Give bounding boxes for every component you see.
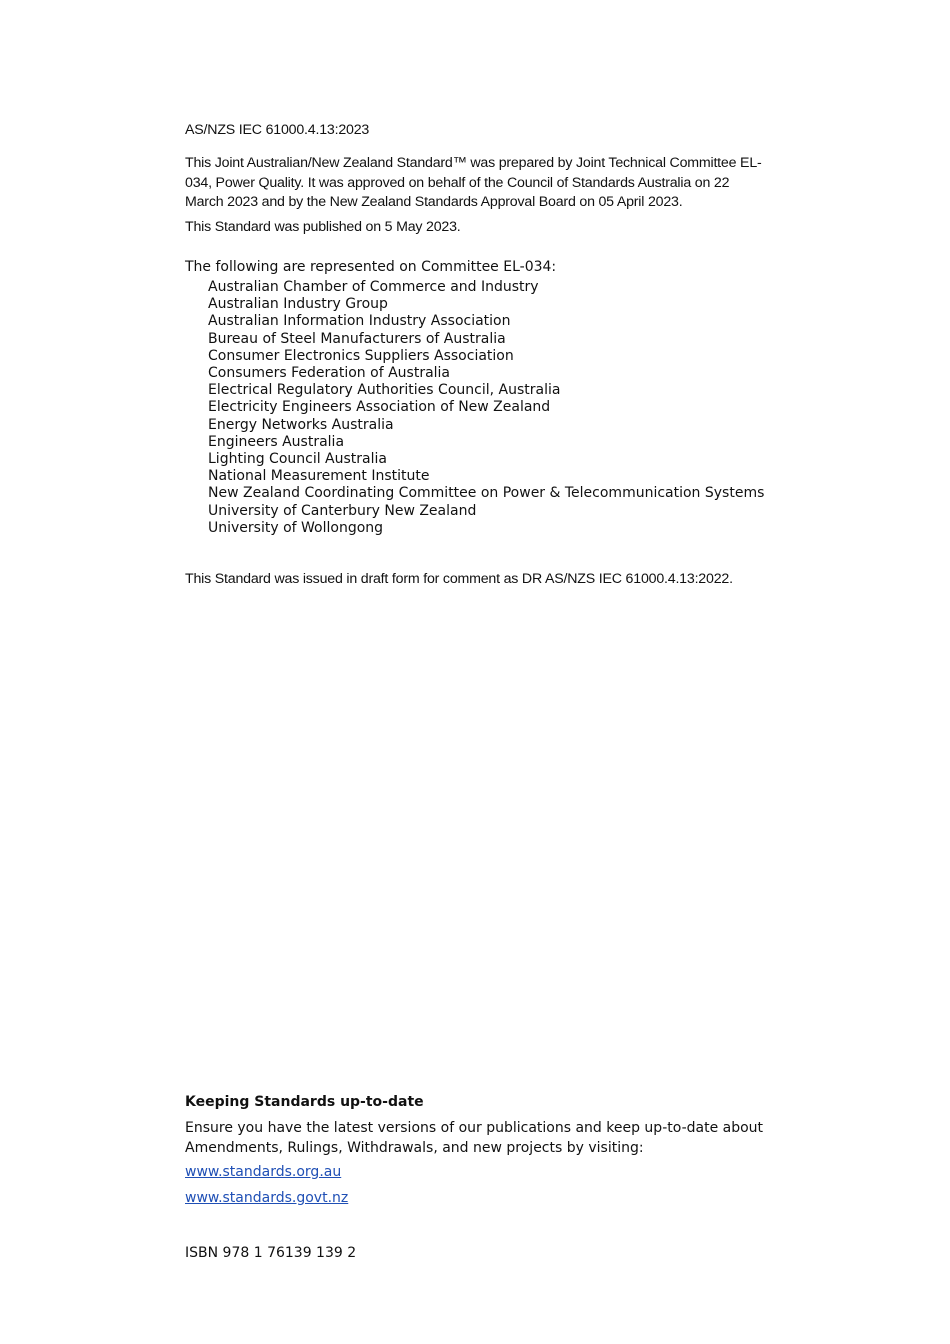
- document-id: AS/NZS IEC 61000.4.13:2023: [185, 122, 370, 138]
- committee-member: Consumer Electronics Suppliers Association: [208, 347, 514, 364]
- standards-australia-link[interactable]: www.standards.org.au: [185, 1164, 342, 1180]
- committee-member: National Measurement Institute: [208, 468, 430, 485]
- committee-member: Australian Chamber of Commerce and Industry: [208, 279, 539, 295]
- committee-member: Australian Industry Group: [208, 296, 388, 313]
- committee-member: Australian Information Industry Association: [208, 313, 511, 330]
- keeping-up-to-date-heading: Keeping Standards up-to-date: [185, 1094, 424, 1110]
- committee-heading: The following are represented on Committee EL-034:: [185, 259, 557, 275]
- intro-paragraph: This Joint Australian/New Zealand Standard™ was prepared by Joint Technical Committee EL-034, Power Quality. It was approved on behalf of the Council of Standards Australia on 22 March 2023 and by the New Zealand Standards Approval Board on 05 April 2023.: [185, 155, 762, 210]
- committee-member: Electricity Engineers Association of New Zealand: [208, 399, 551, 416]
- committee-member-list: [208, 279, 764, 537]
- committee-member: Energy Networks Australia: [208, 416, 394, 433]
- committee-member: Electrical Regulatory Authorities Council, Australia: [208, 382, 561, 399]
- committee-member: University of Wollongong: [208, 519, 384, 536]
- committee-member: Lighting Council Australia: [208, 451, 387, 468]
- committee-member: University of Canterbury New Zealand: [208, 502, 477, 519]
- isbn: ISBN 978 1 76139 139 2: [185, 1245, 357, 1261]
- committee-member: Engineers Australia: [208, 433, 345, 450]
- published-date: This Standard was published on 5 May 2023.: [185, 219, 461, 235]
- keeping-up-to-date-text: Ensure you have the latest versions of our publications and keep up-to-date about Amendments, Rulings, Withdrawals, and new projects by visiting:: [185, 1120, 764, 1156]
- draft-note: This Standard was issued in draft form for comment as DR AS/NZS IEC 61000.4.13:2022.: [185, 571, 733, 587]
- committee-member: Consumers Federation of Australia: [208, 365, 451, 382]
- standards-nz-link[interactable]: www.standards.govt.nz: [185, 1190, 349, 1206]
- committee-member: New Zealand Coordinating Committee on Power & Telecommunication Systems: [208, 485, 765, 502]
- committee-member: Bureau of Steel Manufacturers of Australia: [208, 330, 506, 347]
